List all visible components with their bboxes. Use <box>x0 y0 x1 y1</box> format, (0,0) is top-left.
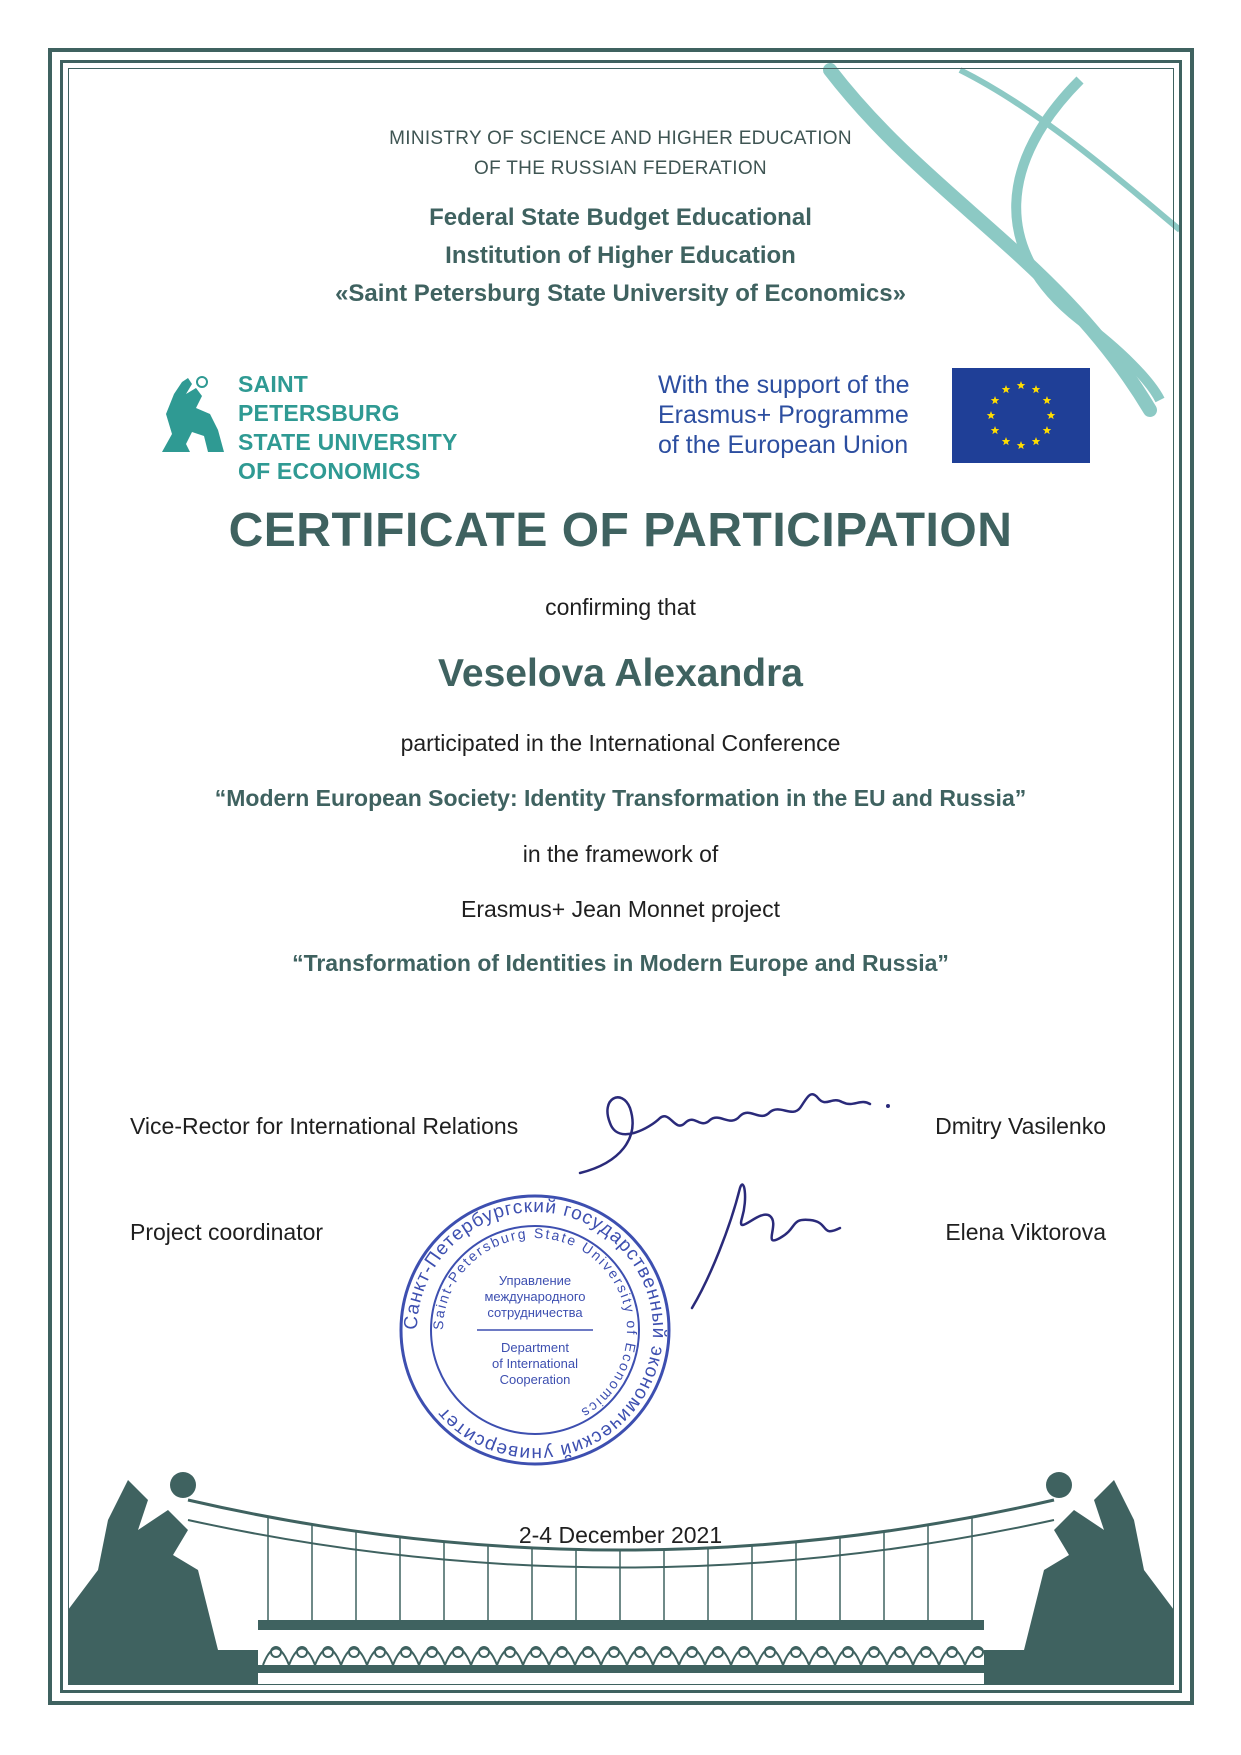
university-logo <box>152 370 472 484</box>
ministry-header <box>0 124 1241 184</box>
griffin-icon <box>152 374 230 456</box>
university-name-line-3: OF ECONOMICS <box>238 458 421 484</box>
erasmus-line-2: Erasmus+ Programme <box>658 401 909 429</box>
erasmus-logo <box>658 368 1098 464</box>
framework-text: in the framework of <box>522 841 719 867</box>
project-title: “Transformation of Identities in Modern Europe and Russia” <box>292 950 949 976</box>
stamp-en-line-2: of International <box>491 1356 579 1371</box>
signature-viktorova <box>680 1168 860 1318</box>
bridge-griffins-illustration <box>68 1460 1174 1685</box>
stamp-ru-line-2: международного <box>484 1289 586 1304</box>
university-name-line-1: SAINT PETERSBURG <box>238 371 400 426</box>
event-date: 2-4 December 2021 <box>518 1522 723 1548</box>
participant-name: Veselova Alexandra <box>438 652 803 695</box>
institution-line-1: Federal State Budget Educational <box>429 204 812 231</box>
signatory-role-1: Vice-Rector for International Relations <box>130 1113 519 1139</box>
stamp-outer-text: Санкт-Петербургский государственный экономический университет <box>400 1195 670 1465</box>
stamp-ru-line-1: Управление <box>498 1273 572 1288</box>
stamp-inner-ring-text: Saint-Petersburg State University of Economics <box>429 1224 641 1423</box>
svg-text:Saint-Petersburg State Univers <box>430 1225 640 1422</box>
erasmus-line-3: of the European Union <box>658 431 909 459</box>
stamp-ru-line-3: сотрудничества <box>487 1305 583 1320</box>
participated-text: participated in the International Conference <box>400 730 841 756</box>
institution-line-2: Institution of Higher Education <box>445 242 796 269</box>
stamp-en-line-1: Department <box>501 1340 569 1355</box>
signatory-name-2: Elena Viktorova <box>945 1219 1106 1245</box>
certificate-title: CERTIFICATE OF PARTICIPATION <box>228 504 1013 557</box>
university-name-line-2: STATE UNIVERSITY <box>238 429 458 455</box>
conference-title: “Modern European Society: Identity Transformation in the EU and Russia” <box>214 785 1027 811</box>
stamp-en-line-3: Cooperation <box>499 1372 571 1387</box>
signatory-name-1: Dmitry Vasilenko <box>935 1113 1106 1139</box>
ministry-line-1: MINISTRY OF SCIENCE AND HIGHER EDUCATION <box>389 128 852 149</box>
institution-header <box>0 199 1241 313</box>
project-type: Erasmus+ Jean Monnet project <box>461 896 780 922</box>
griffin-left-icon <box>68 1472 258 1685</box>
official-stamp <box>395 1190 675 1470</box>
erasmus-line-1: With the support of the <box>658 371 910 399</box>
griffin-right-icon <box>984 1472 1174 1685</box>
confirming-text: confirming that <box>545 594 696 620</box>
ministry-line-2: OF THE RUSSIAN FEDERATION <box>474 158 767 179</box>
institution-line-3: «Saint Petersburg State University of Economics» <box>335 280 906 307</box>
eu-flag-icon <box>952 368 1090 463</box>
signatory-role-2: Project coordinator <box>130 1219 324 1245</box>
